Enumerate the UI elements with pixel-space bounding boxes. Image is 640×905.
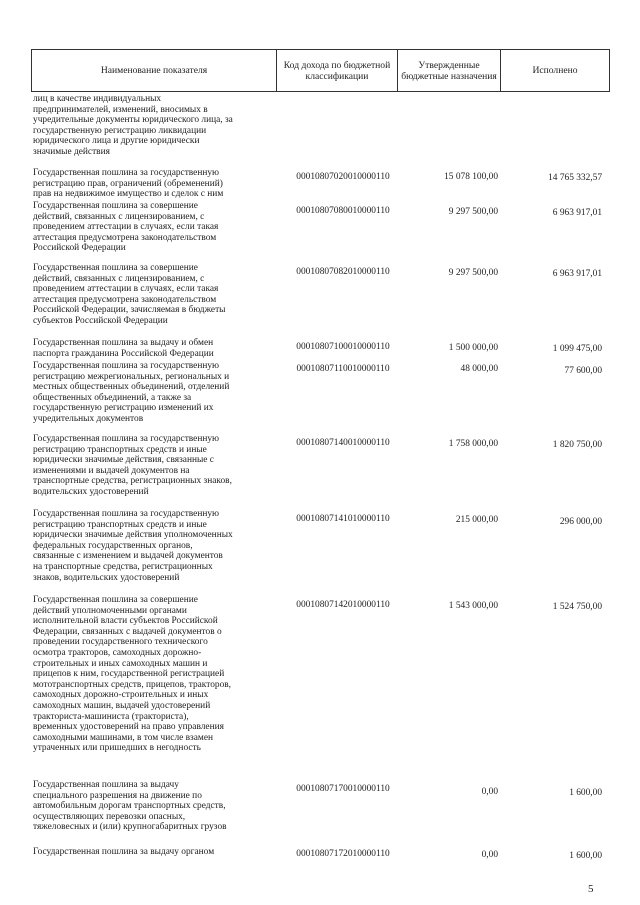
- row-approved: 1 543 000,00: [448, 601, 498, 611]
- row-name: Государственная пошлина за государственную регистрацию прав, ограничений (обременений) прав на недвижимое имущество и сделок с ним: [33, 168, 224, 200]
- row-approved: 9 297 500,00: [448, 207, 498, 217]
- row-code: 00010807140010000110: [296, 438, 390, 448]
- table-header: [31, 49, 610, 92]
- header-code: Код дохода по бюджетной классификации: [277, 50, 398, 92]
- row-done: 1 099 475,00: [552, 344, 602, 354]
- row-code: 00010807080010000110: [296, 206, 390, 216]
- row-done: 1 820 750,00: [552, 440, 602, 450]
- row-code: 00010807082010000110: [296, 267, 390, 277]
- row-done: 6 963 917,01: [552, 269, 602, 279]
- row-name: Государственная пошлина за совершение действий, связанных с лицензированием, с проведением аттестации в случаях, если такая аттестация предусмотрена законодательством Российской Федерации: [33, 201, 219, 254]
- header-approved: Утвержденные бюджетные назначения: [398, 50, 501, 92]
- row-code: 00010807141010000110: [296, 514, 390, 524]
- row-done: 1 600,00: [569, 851, 602, 861]
- header-done: Исполнено: [501, 50, 610, 92]
- header-name: Наименование показателя: [32, 50, 277, 92]
- row-code: 00010807142010000110: [296, 600, 390, 610]
- row-name: Государственная пошлина за выдачу специального разрешения на движение по автомобильным дорогам транспортных средств, осуществляющих перевозки опасных, тяжеловесных и (или) крупногабаритных грузов: [33, 780, 227, 833]
- row-name: Государственная пошлина за государственную регистрацию транспортных средств и иные юридически значимые действия, связанные с изменениями и выдачей документов на транспортные средства, регистрационных знаков, водительских удостоверений: [33, 434, 232, 497]
- row-approved: 15 078 100,00: [444, 172, 498, 182]
- row-name: Государственная пошлина за выдачу органом: [33, 847, 215, 857]
- row-code: 00010807110010000110: [296, 364, 390, 374]
- row-name: Государственная пошлина за выдачу и обмен паспорта гражданина Российской Федерации: [33, 338, 214, 359]
- row-done: 1 600,00: [569, 788, 602, 798]
- row-approved: 0,00: [481, 850, 498, 860]
- row-approved: 48 000,00: [460, 364, 498, 374]
- row-code: 00010807100010000110: [296, 342, 390, 352]
- row-name: Государственная пошлина за совершение действий уполномоченными органами исполнительной власти субъектов Российской Федерации, связанных с выдачей документов о проведении государственного технического осмотра тракторов, самоходных дорожно- строительных и иных самоходных машин и прицепов к ним, государственной регистрацией мототранспортных средств, прицепов, тракторов, самоходных дорожно-строительных и иных самоходных машин, выдачей удостоверений тракториста-машиниста (тракториста), временных удостоверений на право управления самоходными машинами, в том числе взамен утраченных или пришедших в негодность: [33, 595, 232, 754]
- row-done: 77 600,00: [564, 366, 602, 376]
- row-approved: 1 500 000,00: [448, 343, 498, 353]
- row-done: 6 963 917,01: [552, 208, 602, 218]
- row-approved: 1 758 000,00: [448, 439, 498, 449]
- row-done: 296 000,00: [559, 517, 602, 527]
- row-name: Государственная пошлина за совершение действий, связанных с лицензированием, с проведением аттестации в случаях, если такая аттестация предусмотрена законодательством Российской Федерации, зачисляемая в бюджеты субъектов Российской Федерации: [33, 263, 226, 326]
- row-code: 00010807172010000110: [296, 849, 390, 859]
- row-done: 14 765 332,57: [548, 173, 602, 183]
- row-name: Государственная пошлина за государственную регистрацию транспортных средств и иные юридически значимые действия уполномоченных федеральных государственных органов, связанные с изменением и выдачей документов на транспортные средства, регистрационных знаков, водительских удостоверений: [33, 509, 233, 583]
- row-approved: 0,00: [481, 787, 498, 797]
- row-approved: 9 297 500,00: [448, 268, 498, 278]
- row-approved: 215 000,00: [455, 515, 498, 525]
- row-name: лиц в качестве индивидуальных предпринимателей, изменений, вносимых в учредительные документы юридического лица, за государственную регистрацию ликвидации юридического лица и другие юридически значимые действия: [33, 94, 233, 157]
- page-number: 5: [588, 883, 594, 895]
- row-name: Государственная пошлина за государственную регистрацию межрегиональных, региональных и местных общественных объединений, отделений общественных объединений, а также за государственную регистрацию изменений их учредительных документов: [33, 361, 230, 424]
- row-code: 00010807020010000110: [296, 172, 390, 182]
- row-done: 1 524 750,00: [552, 602, 602, 612]
- row-code: 00010807170010000110: [296, 784, 390, 794]
